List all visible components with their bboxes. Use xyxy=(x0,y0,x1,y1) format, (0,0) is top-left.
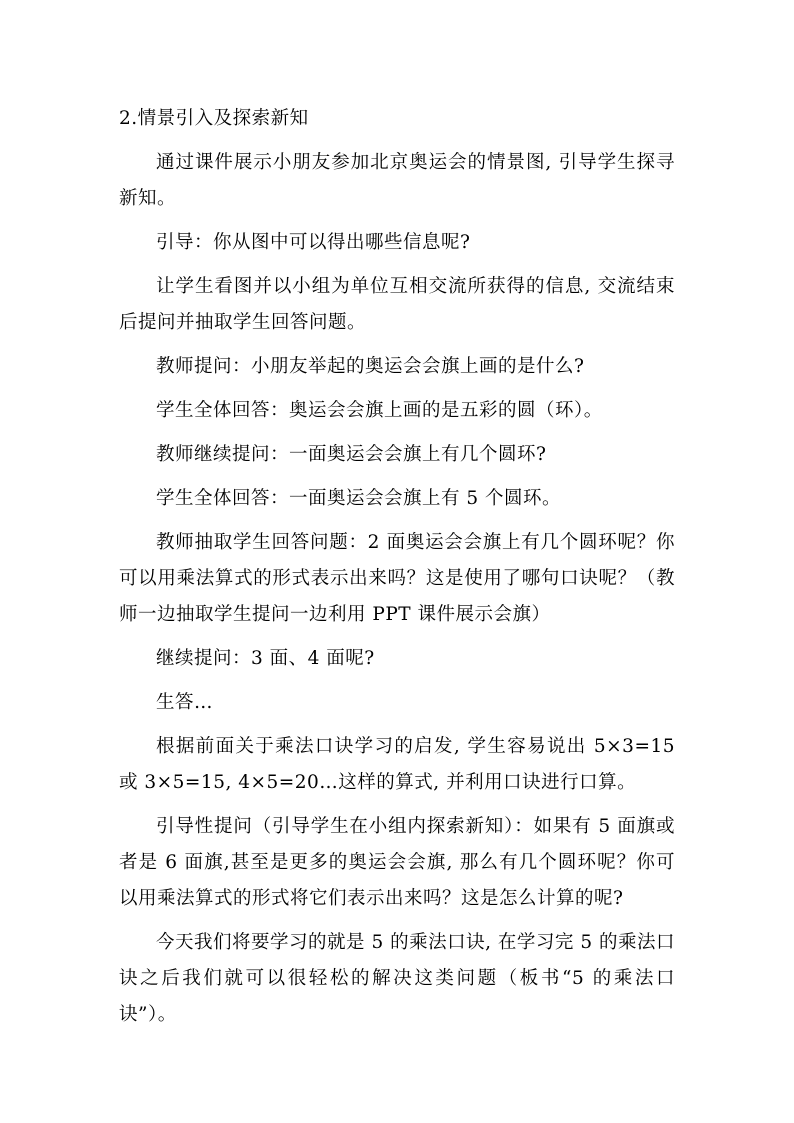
paragraph-student-answer-2: 学生全体回答：一面奥运会会旗上有 5 个圆环。 xyxy=(156,488,562,509)
paragraph-guide-question: 引导：你从图中可以得出哪些信息呢? xyxy=(156,232,471,253)
paragraph-guided-inquiry: 引导性提问（引导学生在小组内探索新知）：如果有 5 面旗或者是 6 面旗,甚至是更多的奥运会会旗, 那么有几个圆环呢？你可以用乘法算式的形式将它们表示出来吗？这是怎么计算的呢? xyxy=(119,816,675,909)
paragraph-group-discussion: 让学生看图并以小组为单位互相交流所获得的信息, 交流结束后提问并抽取学生回答问题。 xyxy=(119,276,675,333)
paragraph-lesson-topic: 今天我们将要学习的就是 5 的乘法口诀, 在学习完 5 的乘法口诀之后我们就可以很轻松的解决这类问题（板书“5 的乘法口诀”）。 xyxy=(119,932,675,1025)
paragraph-teacher-question-3: 教师抽取学生回答问题：2 面奥运会会旗上有几个圆环呢？你可以用乘法算式的形式表示出来吗？这是使用了哪句口诀呢？（教师一边抽取学生提问一边利用 PPT 课件展示会旗） xyxy=(119,532,675,625)
paragraph-teacher-question-2: 教师继续提问：一面奥运会会旗上有几个圆环? xyxy=(156,444,547,465)
paragraph-continue-question: 继续提问：3 面、4 面呢? xyxy=(156,648,375,669)
paragraph-intro: 通过课件展示小朋友参加北京奥运会的情景图, 引导学生探寻新知。 xyxy=(119,152,675,209)
paragraph-student-answer-1: 学生全体回答：奥运会会旗上画的是五彩的圆（环）。 xyxy=(156,400,603,421)
section-heading: 2.情景引入及探索新知 xyxy=(119,108,309,129)
paragraph-multiplication-examples: 根据前面关于乘法口诀学习的启发, 学生容易说出 5×3=15 或 3×5=15, 4×5=20…这样的算式, 并利用口诀进行口算。 xyxy=(119,736,675,793)
paragraph-teacher-question-1: 教师提问：小朋友举起的奥运会会旗上画的是什么? xyxy=(156,356,585,377)
document-body xyxy=(119,101,675,1041)
paragraph-student-response: 生答… xyxy=(156,692,214,713)
